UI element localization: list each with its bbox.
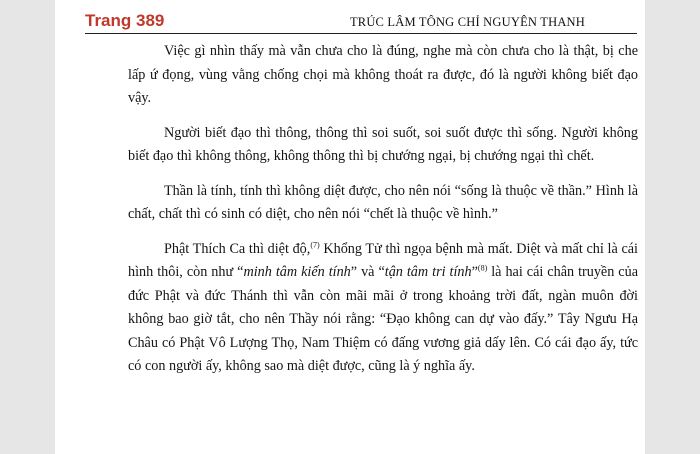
footnote-ref-8: (8) [477,263,488,273]
body-text [128,40,638,379]
italic-term-tan-tam: tận tâm tri tính [384,264,472,280]
paragraph-4-text-d: ” [471,264,478,280]
paragraph-4-text-c: ” và “ [350,264,385,280]
paragraph-4-text-b: Khổng Tử thì ngọa bệnh mà mất. Diệt và mất chỉ là cái hình thôi, còn như “ [128,240,638,280]
paragraph-4 [128,238,638,379]
paragraph-1: Việc gì nhìn thấy mà vẫn chưa cho là đúng, nghe mà còn chưa cho là thật, bị che lấp ứ đọng, vùng vằng chống chọi mà không thoát ra được, đó là người không biết đạo vậy. [128,43,638,106]
paragraph-4-text-e: là hai cái chân truyền của đức Phật và đức Thánh thì vẫn còn mãi mãi ở trong khoảng trời đất, ngàn muôn đời không bao giờ tắt, cho nên Thầy nói rằng: “Đạo không can dự vào đấy.” Tây Ngưu Hạ Châu có Phật Vô Lượng Thọ, Nam Thiệm có đấng vương giả dấy lên. Có cái đạo ấy, tức có con người ấy, không sao mà diệt được, cũng là ý nghĩa ấy. [128,264,638,374]
paragraph-2: Người biết đạo thì thông, thông thì soi suốt, soi suốt được thì sống. Người không biết đạo thì không thông, không thông thì bị chướng ngại, bị chướng ngại thì chết. [128,124,638,164]
italic-term-minh-tam: minh tâm kiến tính [243,264,351,280]
paragraph-4-text-a: Phật Thích Ca thì diệt độ, [164,240,311,257]
footnote-ref-7: (7) [310,239,320,249]
paragraph-3: Thần là tính, tính thì không diệt được, cho nên nói “sống là thuộc về thần.” Hình là chất, chất thì có sinh có diệt, cho nên nói “chết là thuộc về hình.” [128,182,638,222]
header-rule [85,33,637,34]
page-number-label: Trang 389 [85,11,165,30]
running-head: TRÚC LÂM TÔNG CHỈ NGUYÊN THANH [349,15,585,29]
book-page [55,0,645,454]
